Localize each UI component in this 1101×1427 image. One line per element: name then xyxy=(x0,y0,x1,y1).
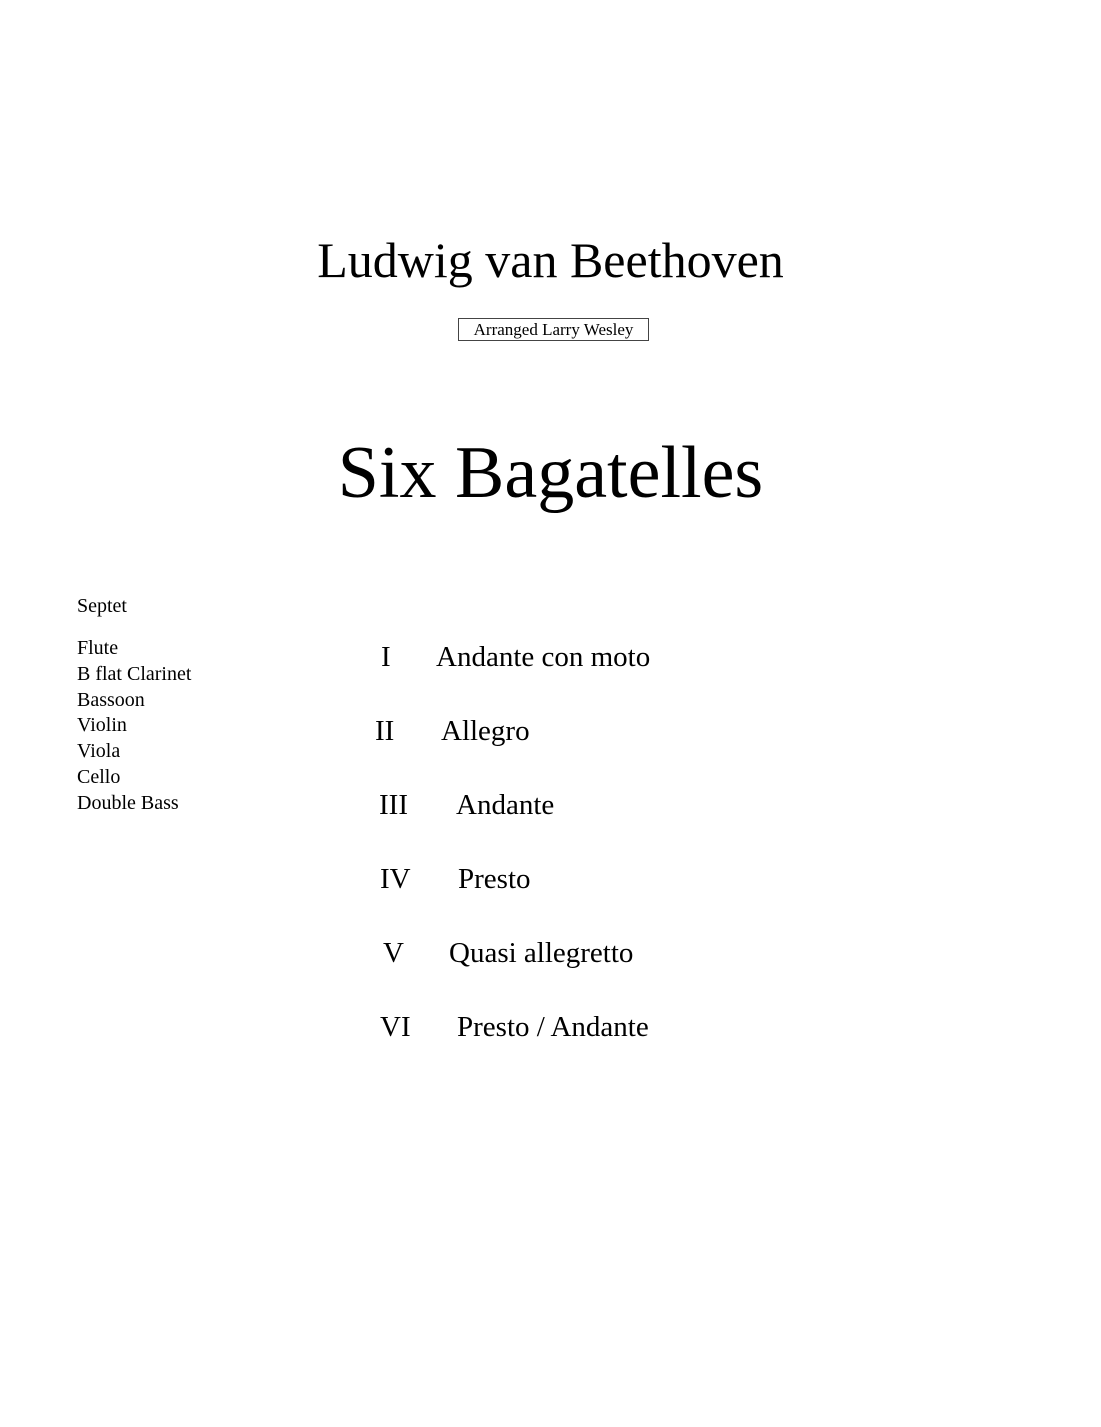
instrument-item: Violin xyxy=(77,714,127,737)
ensemble-label: Septet xyxy=(77,595,127,617)
movement-number: III xyxy=(379,789,408,821)
composer-name: Ludwig van Beethoven xyxy=(317,232,784,288)
movement-name: Quasi allegretto xyxy=(449,937,634,969)
movement-item xyxy=(0,712,1101,786)
movement-item xyxy=(0,860,1101,934)
movement-item xyxy=(0,786,1101,860)
movement-item xyxy=(0,1008,1101,1082)
movement-number: IV xyxy=(380,863,411,895)
instrument-item: B flat Clarinet xyxy=(77,662,192,685)
movement-item xyxy=(0,638,1101,712)
movement-name: Allegro xyxy=(441,715,530,747)
instrument-item: Flute xyxy=(77,637,119,659)
movement-name: Presto / Andante xyxy=(457,1011,649,1043)
movement-item xyxy=(0,934,1101,1008)
arranger-credit-box: Arranged Larry Wesley xyxy=(458,318,649,341)
page-title: Six Bagatelles xyxy=(337,432,764,514)
instrument-item: Bassoon xyxy=(77,688,145,711)
instrument-item: Viola xyxy=(77,740,121,763)
movement-name: Presto xyxy=(458,863,531,895)
movement-number: II xyxy=(375,715,395,747)
movement-name: Andante con moto xyxy=(436,641,651,673)
instrument-item: Double Bass xyxy=(77,791,179,814)
movement-number: I xyxy=(381,641,391,673)
movement-list xyxy=(0,638,1101,1082)
instrument-item: Cello xyxy=(77,765,121,788)
movement-name: Andante xyxy=(456,789,555,821)
movement-number: VI xyxy=(380,1011,411,1043)
movement-number: V xyxy=(383,937,404,969)
